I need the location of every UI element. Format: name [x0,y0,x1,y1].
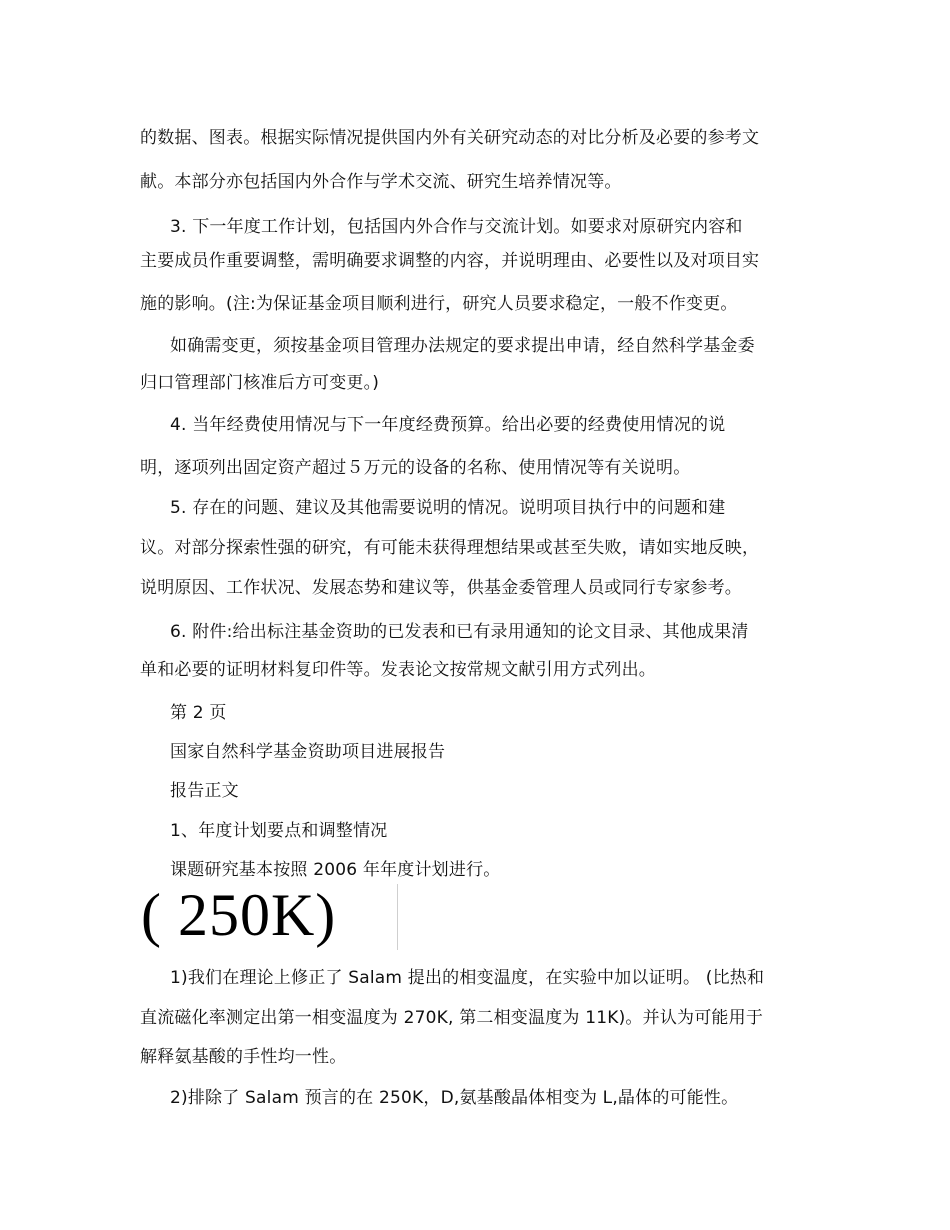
list-item-4-line: 4. 当年经费使用情况与下一年度经费预算。给出必要的经费使用情况的说 [170,415,726,435]
result-item-1-line: 1)我们在理论上修正了 Salam 提出的相变温度，在实验中加以证明。 (比热和 [170,968,765,988]
paragraph-line: 施的影响。(注:为保证基金项目顺利进行，研究人员要求稳定，一般不作变更。 [140,294,738,314]
scanned-formula-image [139,884,398,950]
paragraph-line: 献。本部分亦包括国内外合作与学术交流、研究生培养情况等。 [140,172,622,192]
paragraph-line: 的数据、图表。根据实际情况提供国内外有关研究动态的对比分析及必要的参考文 [140,128,760,148]
list-item-6-line: 6. 附件:给出标注基金资助的已发表和已有录用通知的论文目录、其他成果清 [170,622,749,642]
paragraph-line: 如确需变更，须按基金项目管理办法规定的要求提出申请，经自然科学基金委 [170,336,755,356]
report-title: 国家自然科学基金资助项目进展报告 [170,742,446,762]
list-item-3-line: 3. 下一年度工作计划，包括国内外合作与交流计划。如要求对原研究内容和 [170,217,743,237]
paragraph-line: 归口管理部门核准后方可变更。) [140,373,380,393]
section-heading: 报告正文 [170,781,239,801]
subsection-heading: 1、年度计划要点和调整情况 [170,821,388,841]
paragraph-line: 单和必要的证明材料复印件等。发表论文按常规文献引用方式列出。 [140,660,656,680]
paragraph-line: 议。对部分探索性强的研究，有可能未获得理想结果或甚至失败，请如实地反映， [140,538,760,558]
scanned-formula-text: ( 250K) [141,884,337,948]
paragraph-line: 课题研究基本按照 2006 年年度计划进行。 [170,860,501,880]
paragraph-line: 主要成员作重要调整，需明确要求调整的内容，并说明理由、必要性以及对项目实 [140,251,760,271]
page-number-label: 第 2 页 [170,703,227,723]
paragraph-line: 直流磁化率测定出第一相变温度为 270K, 第二相变温度为 11K)。并认为可能用于 [140,1008,764,1028]
list-item-5-line: 5. 存在的问题、建议及其他需要说明的情况。说明项目执行中的问题和建 [170,498,726,518]
paragraph-line: 明，逐项列出固定资产超过５万元的设备的名称、使用情况等有关说明。 [140,458,691,478]
paragraph-line: 解释氨基酸的手性均一性。 [140,1047,347,1067]
result-item-2-line: 2)排除了 Salam 预言的在 250K，D,氨基酸晶体相变为 L,晶体的可能性。 [170,1088,739,1108]
paragraph-line: 说明原因、工作状况、发展态势和建议等，供基金委管理人员或同行专家参考。 [140,578,742,598]
